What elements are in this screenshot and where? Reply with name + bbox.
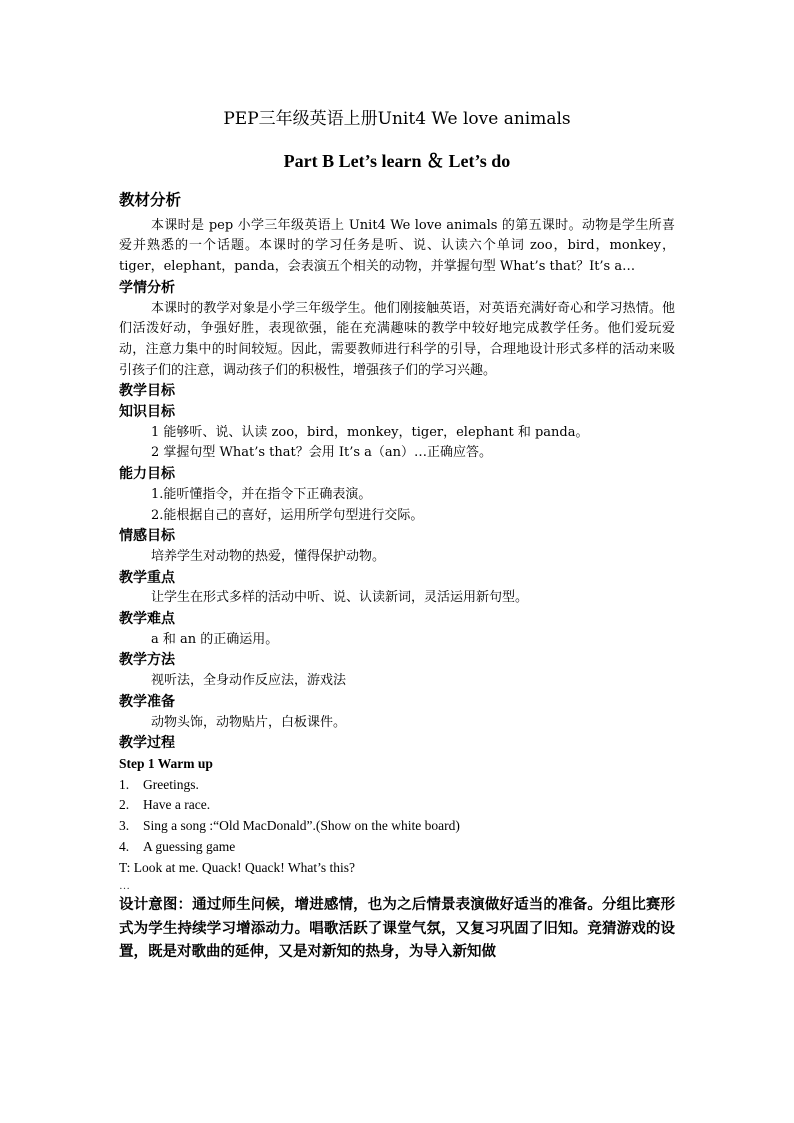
knowledge-goal-2: 2 掌握句型 What’s that？会用 It’s a（an）…正确应答。 <box>151 445 493 461</box>
list-item-text: A guessing game <box>143 838 236 854</box>
list-item <box>119 837 675 858</box>
heading-teaching-methods: 教学方法 <box>119 652 175 669</box>
paragraph-learner-analysis: 本课时的教学对象是小学三年级学生。他们刚接触英语，对英语充满好奇心和学习热情。他们活泼好动，争强好胜，表现欲强，能在充满趣味的教学中较好地完成教学任务。他们爱玩爱动，注意力集中的时间较短。因此，需要教师进行科学的引导，合理地设计形式多样的活动来吸引孩子们的注意，调动孩子们的积极性，增强孩子们的学习兴趣。 <box>119 300 675 378</box>
ability-goal-2: 2.能根据自己的喜好，运用所学句型进行交际。 <box>151 507 424 523</box>
heading-teaching-process: 教学过程 <box>119 735 175 752</box>
heading-emotion-goals: 情感目标 <box>119 528 175 545</box>
list-item-text: Have a race. <box>143 797 211 813</box>
document-subtitle: Part B Let’s learn ＆ Let’s do <box>283 151 511 171</box>
list-item-number: 3. <box>119 818 130 834</box>
heading-key-points: 教学重点 <box>119 569 175 586</box>
heading-material-analysis: 教材分析 <box>119 191 182 209</box>
teaching-preparation-text: 动物头饰，动物贴片，白板课件。 <box>151 714 347 730</box>
heading-ability-goals: 能力目标 <box>119 466 175 483</box>
heading-teaching-goals: 教学目标 <box>119 383 175 400</box>
heading-teaching-preparation: 教学准备 <box>119 693 175 710</box>
difficult-points-text: a 和 an 的正确运用。 <box>151 631 279 647</box>
teaching-methods-text: 视听法，全身动作反应法，游戏法 <box>151 673 347 689</box>
paragraph-material-analysis: 本课时是 pep 小学三年级英语上 Unit4 We love animals 的第五课时。动物是学生所喜爱并熟悉的一个话题。本课时的学习任务是听、说、认读六个单词 zoo，bird，monkey，tiger，elephant，panda，会表演五个相关的动物，并掌握句型 What’s that？It’s a… <box>119 217 675 275</box>
list-item <box>119 775 675 796</box>
list-item-text: Greetings. <box>143 776 199 792</box>
list-item <box>119 816 675 837</box>
heading-learner-analysis: 学情分析 <box>119 279 175 296</box>
step-1-heading: Step 1 Warm up <box>119 755 213 771</box>
list-item-number: 2. <box>119 797 130 813</box>
list-item <box>119 795 675 816</box>
list-item-number: 1. <box>119 776 130 792</box>
design-intent-paragraph: 设计意图：通过师生问候，增进感情，也为之后情景表演做好适当的准备。分组比赛形式为学生持续学习增添动力。唱歌活跃了课堂气氛，又复习巩固了旧知。竞猜游戏的设置，既是对歌曲的延伸，又是对新知的热身，为导入新知做 <box>119 897 675 961</box>
document-page <box>119 106 675 965</box>
list-item-number: 4. <box>119 838 130 854</box>
emotion-goal-text: 培养学生对动物的热爱，懂得保护动物。 <box>151 548 386 564</box>
teacher-dialogue-line: T: Look at me. Quack! Quack! What’s this? <box>119 859 356 875</box>
knowledge-goal-1: 1 能够听、说、认读 zoo，bird，monkey，tiger，elephant 和 panda。 <box>151 424 589 440</box>
key-points-text: 让学生在形式多样的活动中听、说、认读新词，灵活运用新句型。 <box>151 590 529 606</box>
heading-knowledge-goals: 知识目标 <box>119 404 175 421</box>
list-item-text: Sing a song :“Old MacDonald”.(Show on the white board) <box>143 818 460 834</box>
ellipsis: … <box>119 880 130 893</box>
ability-goal-1: 1.能听懂指令，并在指令下正确表演。 <box>151 486 372 502</box>
document-title: PEP三年级英语上册Unit4 We love animals <box>223 109 571 129</box>
heading-difficult-points: 教学难点 <box>119 611 175 628</box>
